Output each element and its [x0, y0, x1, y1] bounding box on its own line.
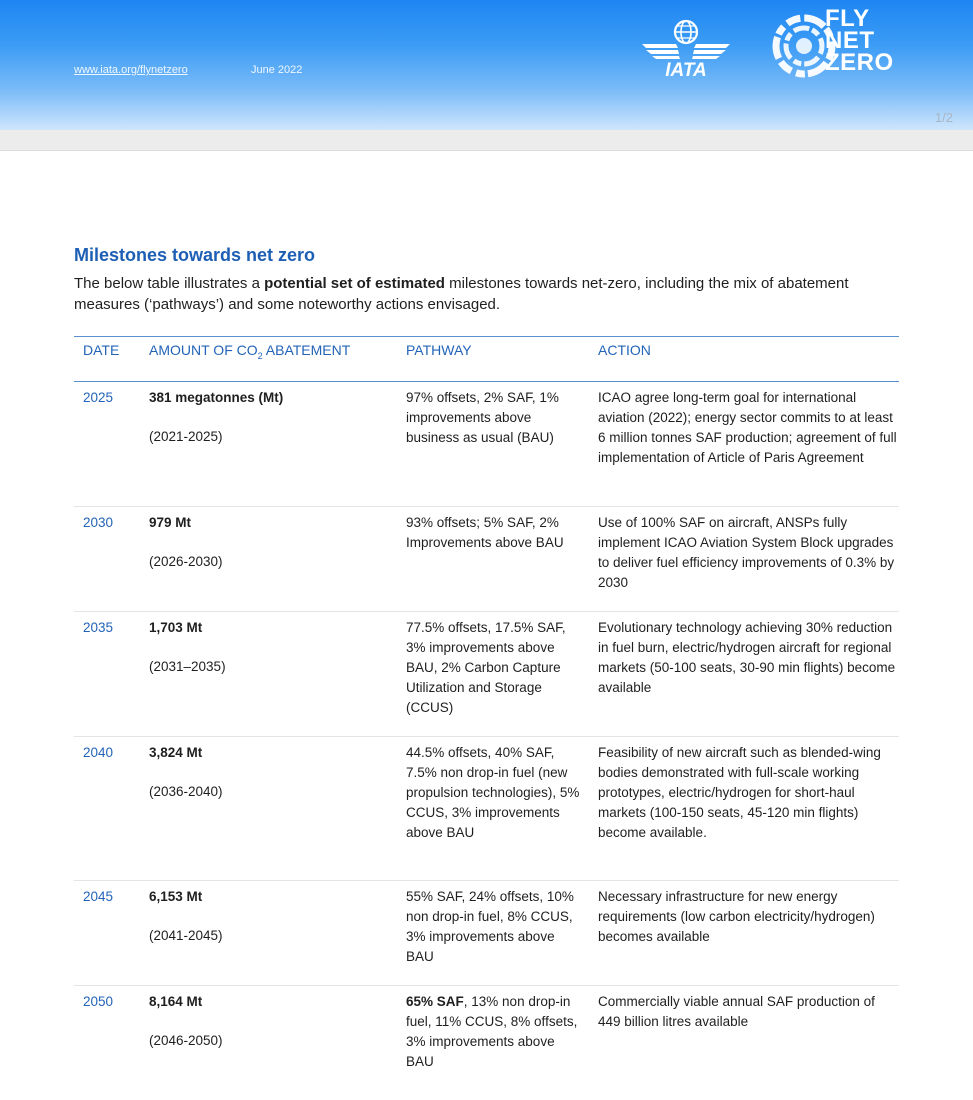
row-date: 2025: [83, 390, 114, 405]
row-amount: 979 Mt (2026-2030): [149, 515, 223, 569]
row-action: Use of 100% SAF on aircraft, ANSPs fully implement ICAO Aviation System Block upgrades to deliver fuel efficiency improvements of 0.3% by 2030: [598, 515, 895, 590]
table-row: [74, 986, 899, 1098]
row-pathway: 77.5% offsets, 17.5% SAF, 3% improvements above BAU, 2% Carbon Capture Utilization and Storage (CCUS): [406, 620, 566, 715]
row-action: Feasibility of new aircraft such as blended-wing bodies demonstrated with full-scale working prototypes, electric/hydrogen for short-haul markets (100-150 seats, 45-120 min flights) become available.: [598, 745, 881, 840]
header-date: DATE: [83, 342, 120, 358]
website-link[interactable]: www.iata.org/flynetzero: [74, 64, 188, 76]
row-date: 2030: [83, 515, 114, 530]
fly-net-zero-wordmark: FLY NET ZERO: [825, 5, 894, 76]
row-amount: 1,703 Mt (2031–2035): [149, 620, 226, 674]
row-pathway: 44.5% offsets, 40% SAF, 7.5% non drop-in fuel (new propulsion technologies), 5% CCUS, 3% improvements above BAU: [406, 745, 580, 840]
row-date: 2045: [83, 889, 114, 904]
row-amount: 381 megatonnes (Mt) (2021-2025): [149, 390, 284, 444]
table-row: [74, 881, 899, 986]
table-row: [74, 612, 899, 737]
intro-paragraph: The below table illustrates a potential set of estimated milestones towards net-zero, including the mix of abatement measures (‘pathways’) and some noteworthy actions envisaged.: [74, 275, 849, 313]
row-pathway: 97% offsets, 2% SAF, 1% improvements above business as usual (BAU): [406, 390, 559, 445]
milestones-table: [74, 336, 899, 1098]
svg-text:IATA: IATA: [665, 60, 707, 78]
iata-logo: [640, 16, 732, 78]
table-row: [74, 507, 899, 612]
table-row: [74, 737, 899, 881]
row-action: ICAO agree long-term goal for international aviation (2022); energy sector commits to at least 6 million tonnes SAF production; agreement of full implementation of Article of Paris Agreement: [598, 390, 897, 465]
header-amount: AMOUNT OF $CO_2$ ABATEMENT: [149, 342, 351, 361]
row-amount: 3,824 Mt (2036-2040): [149, 745, 223, 799]
table-row: [74, 382, 899, 507]
publication-date: June 2022: [251, 64, 303, 76]
row-pathway: 93% offsets; 5% SAF, 2% Improvements above BAU: [406, 515, 564, 550]
row-pathway: 55% SAF, 24% offsets, 10% non drop-in fuel, 8% CCUS, 3% improvements above BAU: [406, 889, 574, 964]
row-date: 2040: [83, 745, 114, 760]
row-date: 2035: [83, 620, 114, 635]
row-date: 2050: [83, 994, 114, 1009]
row-pathway: 65% SAF, 13% non drop-in fuel, 11% CCUS, 8% offsets, 3% improvements above BAU: [406, 994, 578, 1069]
row-action: Commercially viable annual SAF production of 449 billion litres available: [598, 994, 875, 1029]
page-header: [0, 0, 973, 130]
page-indicator: 1/2: [934, 110, 953, 125]
header-pathway: PATHWAY: [406, 342, 472, 358]
row-amount: 8,164 Mt (2046-2050): [149, 994, 223, 1048]
row-action: Necessary infrastructure for new energy requirements (low carbon electricity/hydrogen) becomes available: [598, 889, 875, 944]
row-amount: 6,153 Mt (2041-2045): [149, 889, 223, 943]
section-title: Milestones towards net zero: [74, 245, 316, 265]
header-action: ACTION: [598, 342, 651, 358]
page-divider-bar: [0, 130, 973, 151]
table-header-row: [74, 337, 899, 382]
row-action: Evolutionary technology achieving 30% reduction in fuel burn, electric/hydrogen aircraft for regional markets (50-100 seats, 30-90 min flights) become available: [598, 620, 896, 695]
